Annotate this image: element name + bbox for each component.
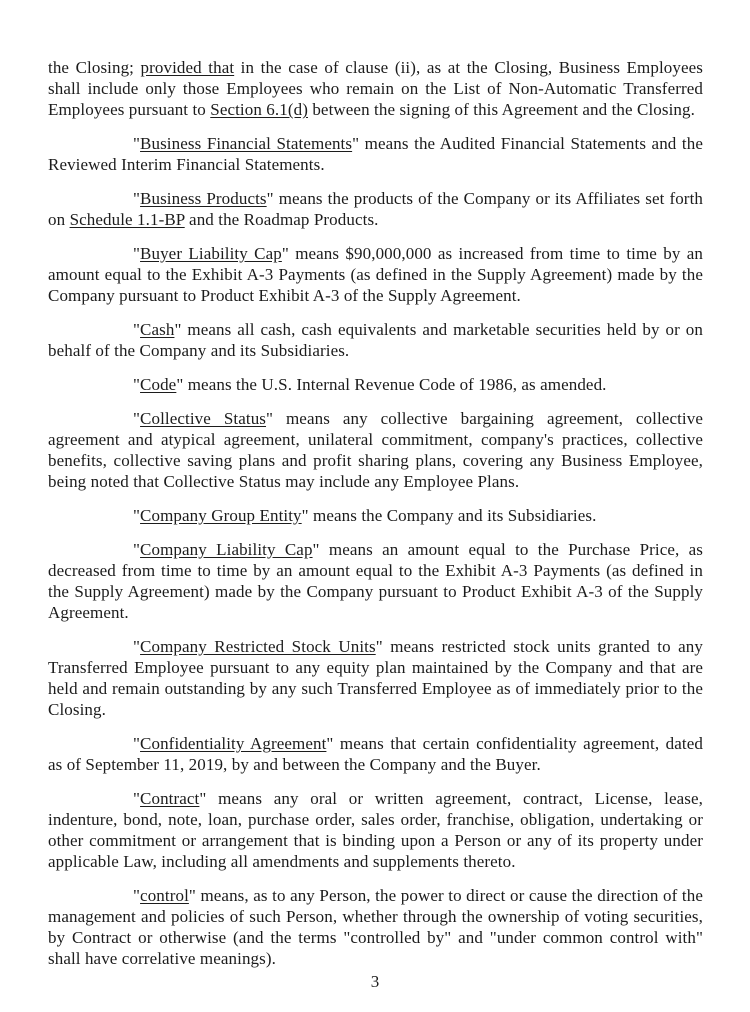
text-run: " means the Company and its Subsidiaries. xyxy=(301,506,597,525)
defined-term: Business Financial Statements xyxy=(140,134,353,153)
text-run: " means the products of the Company or its Affiliates set forth on xyxy=(48,189,703,229)
paragraph xyxy=(48,636,703,720)
defined-term: Collective Status xyxy=(140,409,267,428)
text-run: " xyxy=(133,244,141,263)
text-run: " means an amount equal to the Purchase Price, as decreased from time to time by an amount equal to the Exhibit A-3 Payments (as defined in the Supply Agreement) made by the Company pursuant to Product Exhibit A-3 of the Supply Agreement. xyxy=(48,540,703,622)
text-run: " xyxy=(133,375,141,394)
text-run: " xyxy=(133,189,141,208)
paragraph xyxy=(48,505,703,526)
text-run: " xyxy=(133,540,141,559)
paragraph xyxy=(48,374,703,395)
defined-term: Section 6.1(d) xyxy=(210,100,308,119)
paragraph xyxy=(48,733,703,775)
text-run: " xyxy=(133,506,141,525)
defined-term: control xyxy=(140,886,189,905)
paragraph xyxy=(48,133,703,175)
text-run: " xyxy=(133,734,141,753)
text-run: " means any collective bargaining agreement, collective agreement and atypical agreement, unilateral commitment, company's practices, collective benefits, collective saving plans and profit sharing plans, covering any Business Employee, being noted that Collective Status may include any Employee Plans. xyxy=(48,409,703,491)
text-run: " xyxy=(133,637,141,656)
defined-term: Schedule 1.1-BP xyxy=(69,210,185,229)
paragraph xyxy=(48,408,703,492)
document-text xyxy=(48,57,703,982)
defined-term: Contract xyxy=(140,789,200,808)
defined-term: Company Restricted Stock Units xyxy=(140,637,376,656)
defined-term: Code xyxy=(140,375,177,394)
paragraph xyxy=(48,539,703,623)
text-run: " means that certain confidentiality agreement, dated as of September 11, 2019, by and between the Company and the Buyer. xyxy=(48,734,703,774)
text-run: " means any oral or written agreement, contract, License, lease, indenture, bond, note, loan, purchase order, sales order, franchise, obligation, undertaking or other commitment or arrangement that is binding upon a Person or any of its property under applicable Law, including all amendments and supplements thereto. xyxy=(48,789,703,871)
text-run: " means restricted stock units granted to any Transferred Employee pursuant to any equity plan maintained by the Company and that are held and remain outstanding by any such Transferred Employee as of immediately prior to the Closing. xyxy=(48,637,703,719)
text-run: " xyxy=(133,886,141,905)
defined-term: Company Group Entity xyxy=(140,506,302,525)
paragraph xyxy=(48,885,703,969)
text-run: " xyxy=(133,320,141,339)
defined-term: provided that xyxy=(140,58,235,77)
text-run: " means the Audited Financial Statements and the Reviewed Interim Financial Statements. xyxy=(48,134,703,174)
defined-term: Confidentiality Agreement xyxy=(140,734,327,753)
text-run: " means, as to any Person, the power to direct or cause the direction of the management and policies of such Person, whether through the ownership of voting securities, by Contract or otherwise (and the terms "controlled by" and "under common control with" shall have correlative meanings). xyxy=(48,886,703,968)
defined-term: Company Liability Cap xyxy=(140,540,313,559)
paragraph xyxy=(48,243,703,306)
text-run: " means the U.S. Internal Revenue Code of 1986, as amended. xyxy=(176,375,607,394)
text-run: in the case of clause (ii), as at the Closing, Business Employees shall include only those Employees who remain on the List of Non-Automatic Transferred Employees pursuant to xyxy=(48,58,703,119)
text-run: between the signing of this Agreement and the Closing. xyxy=(307,100,695,119)
text-run: " xyxy=(133,409,141,428)
text-run: " xyxy=(133,134,141,153)
paragraph xyxy=(48,319,703,361)
text-run: " means $90,000,000 as increased from time to time by an amount equal to the Exhibit A-3 Payments (as defined in the Supply Agreement) made by the Company pursuant to Product Exhibit A-3 of the Supply Agreement. xyxy=(48,244,703,305)
page-number: 3 xyxy=(370,972,380,991)
defined-term: Business Products xyxy=(140,189,267,208)
text-run: " xyxy=(133,789,141,808)
paragraph xyxy=(48,57,703,120)
defined-term: Cash xyxy=(140,320,175,339)
paragraph xyxy=(48,788,703,872)
text-run: " means all cash, cash equivalents and marketable securities held by or on behalf of the Company and its Subsidiaries. xyxy=(48,320,703,360)
paragraph xyxy=(48,188,703,230)
defined-term: Buyer Liability Cap xyxy=(140,244,282,263)
text-run: and the Roadmap Products. xyxy=(184,210,379,229)
text-run: the Closing; xyxy=(48,58,141,77)
